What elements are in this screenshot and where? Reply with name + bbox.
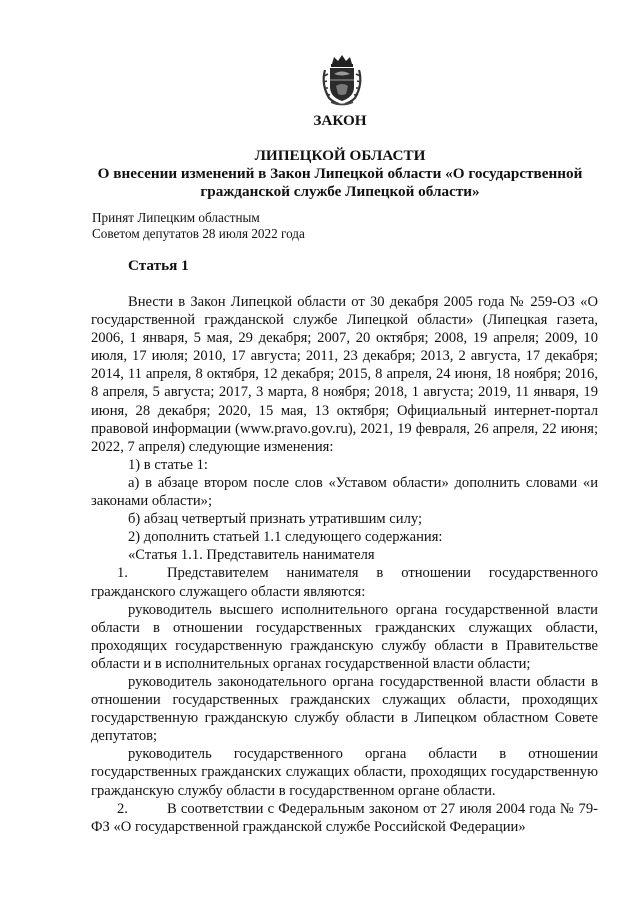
clause-1-number: 1.: [117, 565, 128, 582]
article-body: [91, 293, 598, 836]
region-title: ЛИПЕЦКОЙ ОБЛАСТИ: [254, 147, 426, 164]
adoption-note-line-2: Советом депутатов 28 июля 2022 года: [92, 226, 305, 241]
clause-1-text: Представителем нанимателя в отношении государственного гражданского служащего области являются:: [91, 565, 598, 600]
law-title: ЗАКОН: [313, 112, 367, 129]
coat-of-arms-emblem-icon: [319, 54, 365, 106]
adoption-note-line-1: Принят Липецким областным: [92, 210, 260, 225]
law-subject-title: [80, 165, 600, 201]
new-article-heading: «Статья 1.1. Представитель нанимателя: [128, 547, 375, 564]
clause-2-number: 2.: [117, 800, 128, 817]
item-1b: б) абзац четвертый признать утратившим силу;: [128, 511, 423, 528]
employer-head-legislative: руководитель законодательного органа государственной власти области в отношении государственных гражданских служащих области, проходящих государственную гражданскую службу области в Липецком областном Совете депутатов;: [91, 673, 598, 745]
item-1a: а) в абзаце втором после слов «Уставом области» дополнить словами «и законами области»;: [91, 474, 598, 510]
adoption-note: [92, 210, 392, 242]
clause-2: [91, 800, 598, 836]
law-subject-line-2: гражданской службе Липецкой области»: [200, 183, 480, 200]
item-1: 1) в статье 1:: [128, 456, 208, 473]
item-2: 2) дополнить статьей 1.1 следующего содержания:: [128, 529, 443, 546]
employer-head-executive: руководитель высшего исполнительного органа государственной власти области в отношении государственных гражданских служащих области, проходящих государственную гражданскую службу области в Правительстве области и в исполнительных органах государственной власти области;: [91, 601, 598, 672]
clause-2-text: В соответствии с Федеральным законом от 27 июля 2004 года № 79-ФЗ «О государственной гражданской службе Российской Федерации»: [91, 800, 598, 835]
law-subject-line-1: О внесении изменений в Закон Липецкой области «О государственной: [97, 165, 583, 182]
employer-head-state-body: руководитель государственного органа области в отношении государственных гражданских служащих области, проходящих государственную гражданскую службу области в государственном органе области.: [91, 746, 598, 799]
article-heading: Статья 1: [128, 257, 189, 274]
clause-1: [91, 564, 598, 600]
intro-paragraph: Внести в Закон Липецкой области от 30 декабря 2005 года № 259-ОЗ «О государственной гражданской службе Липецкой области» (Липецкая газета, 2006, 1 января, 5 мая, 29 декабря; 2007, 20 октября; 2008, 19 апреля; 2009, 10 июля, 17 июля; 2010, 17 августа; 2011, 23 декабря; 2013, 2 августа, 17 декабря; 2014, 11 апреля, 8 октября, 12 декабря; 2015, 8 апреля, 24 июня, 18 ноября; 2016, 8 апреля, 5 августа; 2017, 3 марта, 8 ноября; 2018, 1 августа; 2019, 11 января, 19 июня, 28 декабря; 2020, 15 мая, 13 октября; Официальный интернет-портал правовой информации (www.pravo.gov.ru), 2021, 19 февраля, 26 апреля, 22 июня; 2022, 7 апреля) следующие изменения:: [91, 294, 598, 455]
